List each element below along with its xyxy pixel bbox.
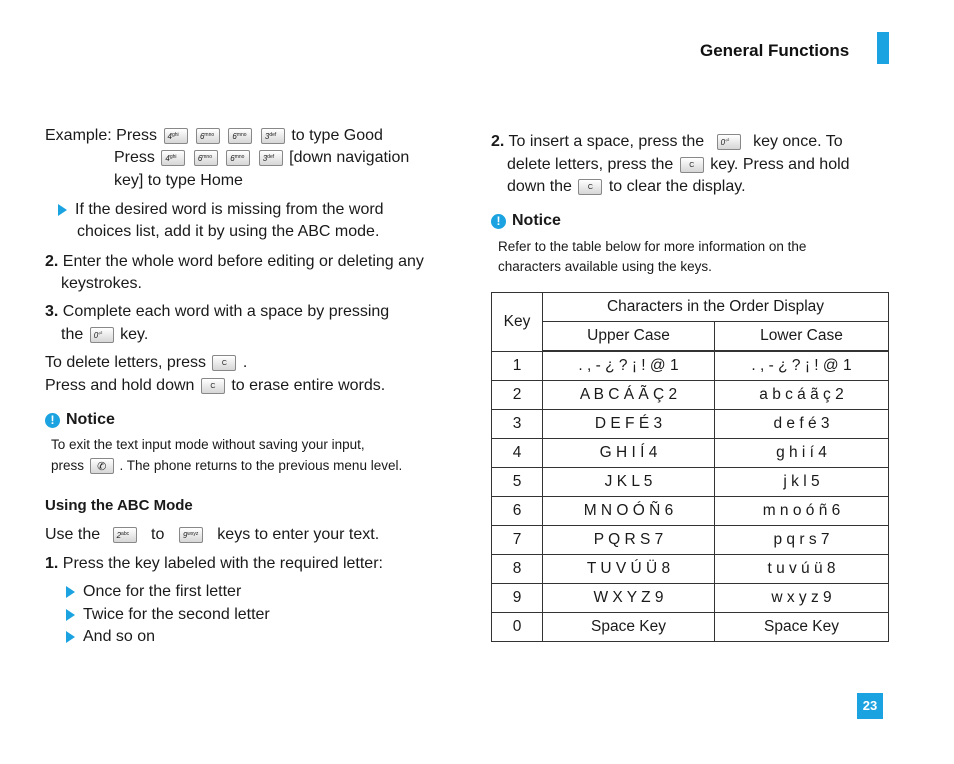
cell-key: 9 <box>492 584 543 613</box>
notice-text-right-1: Refer to the table below for more information on the <box>498 239 807 254</box>
table-row <box>492 351 889 381</box>
bullet-triangle-icon <box>66 631 75 643</box>
example-suffix: to type Good <box>291 127 383 144</box>
key-0-icon: 0⏎ <box>717 134 741 150</box>
exclamation-icon: ! <box>491 214 506 229</box>
table-row <box>492 381 889 410</box>
cell-upper: D E F É 3 <box>543 410 715 439</box>
example-suffix-2: [down navigation <box>289 149 410 166</box>
cell-key: 4 <box>492 439 543 468</box>
right-step-2-line-2: delete letters, press the C key. Press and hold <box>507 156 850 173</box>
notice-text-left-2: press ✆ . The phone returns to the previous menu level. <box>51 458 403 474</box>
table-row <box>492 410 889 439</box>
table-row <box>492 613 889 642</box>
cell-lower: a b c á ã ç 2 <box>715 381 889 410</box>
cell-upper: J K L 5 <box>543 468 715 497</box>
col-header-key: Key <box>492 293 543 352</box>
key-0-icon: 0⏎ <box>90 327 114 343</box>
key-4-icon: $4^{ghi}$ <box>161 150 185 166</box>
cell-lower: w x y z 9 <box>715 584 889 613</box>
example-line-2 <box>114 147 409 169</box>
key-4-icon: $4^{ghi}$ <box>164 128 188 144</box>
cell-lower: p q r s 7 <box>715 526 889 555</box>
step-3-cont: the 0⏎ key. <box>61 326 149 343</box>
delete-line: To delete letters, press C . <box>45 354 248 371</box>
key-3-icon: $3^{def}$ <box>259 150 283 166</box>
step-2-cont: keystrokes. <box>61 275 142 292</box>
exclamation-icon: ! <box>45 413 60 428</box>
cell-upper: . , - ¿ ? ¡ ! @ 1 <box>543 351 715 381</box>
cell-upper: W X Y Z 9 <box>543 584 715 613</box>
key-clear-icon: C <box>201 378 225 394</box>
notice-heading-right: ! Notice <box>491 212 561 230</box>
table-row <box>492 526 889 555</box>
use-keys-line: Use the $2^{abc}$ to $9^{wxyz}$ keys to enter your text. <box>45 526 380 543</box>
cell-lower: m n o ó ñ 6 <box>715 497 889 526</box>
key-2-icon: $2^{abc}$ <box>113 527 137 543</box>
notice-text-left-1: To exit the text input mode without saving your input, <box>51 437 365 452</box>
col-header-lower: Lower Case <box>715 322 889 352</box>
cell-upper: G H I Í 4 <box>543 439 715 468</box>
table-row <box>492 497 889 526</box>
key-clear-icon: C <box>680 157 704 173</box>
right-step-2-line-1: 2. To insert a space, press the 0⏎ key once. To <box>491 133 843 150</box>
key-6-icon: $6^{mno}$ <box>194 150 218 166</box>
abc-step-1: 1. Press the key labeled with the required letter: <box>45 555 383 572</box>
key-6-icon: $6^{mno}$ <box>226 150 250 166</box>
example-line-1 <box>45 125 383 147</box>
list-item: And so on <box>66 626 155 648</box>
missing-word-bullet: If the desired word is missing from the word <box>58 199 384 221</box>
cell-lower: Space Key <box>715 613 889 642</box>
notice-text-right-2: characters available using the keys. <box>498 259 712 274</box>
step-3: 3. Complete each word with a space by pressing <box>45 303 390 320</box>
table-row <box>492 468 889 497</box>
step-2: 2. Enter the whole word before editing or deleting any <box>45 253 424 270</box>
cell-lower: t u v ú ü 8 <box>715 555 889 584</box>
character-table <box>491 292 889 642</box>
key-6-icon: $6^{mno}$ <box>228 128 252 144</box>
missing-word-bullet-cont: choices list, add it by using the ABC mode. <box>77 223 380 240</box>
cell-key: 0 <box>492 613 543 642</box>
cell-upper: P Q R S 7 <box>543 526 715 555</box>
table-row <box>492 584 889 613</box>
right-step-2-line-3: down the C to clear the display. <box>507 178 746 195</box>
bullet-triangle-icon <box>66 586 75 598</box>
table-row <box>492 555 889 584</box>
cell-key: 2 <box>492 381 543 410</box>
cell-upper: Space Key <box>543 613 715 642</box>
cell-key: 8 <box>492 555 543 584</box>
list-item: Twice for the second letter <box>66 604 270 626</box>
cell-upper: T U V Ú Ü 8 <box>543 555 715 584</box>
notice-heading-left: ! Notice <box>45 411 115 429</box>
table-row <box>492 439 889 468</box>
cell-key: 7 <box>492 526 543 555</box>
col-header-group: Characters in the Order Display <box>543 293 889 322</box>
cell-lower: d e f é 3 <box>715 410 889 439</box>
cell-lower: g h i í 4 <box>715 439 889 468</box>
cell-lower: . , - ¿ ? ¡ ! @ 1 <box>715 351 889 381</box>
section-accent-bar <box>877 32 889 64</box>
key-clear-icon: C <box>578 179 602 195</box>
key-9-icon: $9^{wxyz}$ <box>179 527 203 543</box>
section-title: General Functions <box>700 41 850 60</box>
key-clear-icon: C <box>212 355 236 371</box>
abc-mode-heading: Using the ABC Mode <box>45 497 193 514</box>
page-number: 23 <box>857 693 883 719</box>
hold-line: Press and hold down C to erase entire words. <box>45 377 386 394</box>
end-key-icon: ✆ <box>90 458 114 474</box>
bullet-triangle-icon <box>66 609 75 621</box>
col-header-upper: Upper Case <box>543 322 715 352</box>
cell-upper: M N O Ó Ñ 6 <box>543 497 715 526</box>
cell-key: 6 <box>492 497 543 526</box>
cell-key: 3 <box>492 410 543 439</box>
cell-lower: j k l 5 <box>715 468 889 497</box>
key-6-icon: $6^{mno}$ <box>196 128 220 144</box>
example-line-3: key] to type Home <box>114 172 243 189</box>
cell-key: 5 <box>492 468 543 497</box>
list-item: Once for the first letter <box>66 581 241 603</box>
press-label: Press <box>114 149 155 166</box>
bullet-triangle-icon <box>58 204 67 216</box>
cell-upper: A B C Á Ã Ç 2 <box>543 381 715 410</box>
cell-key: 1 <box>492 351 543 381</box>
key-3-icon: $3^{def}$ <box>261 128 285 144</box>
example-prefix: Example: Press <box>45 127 158 144</box>
